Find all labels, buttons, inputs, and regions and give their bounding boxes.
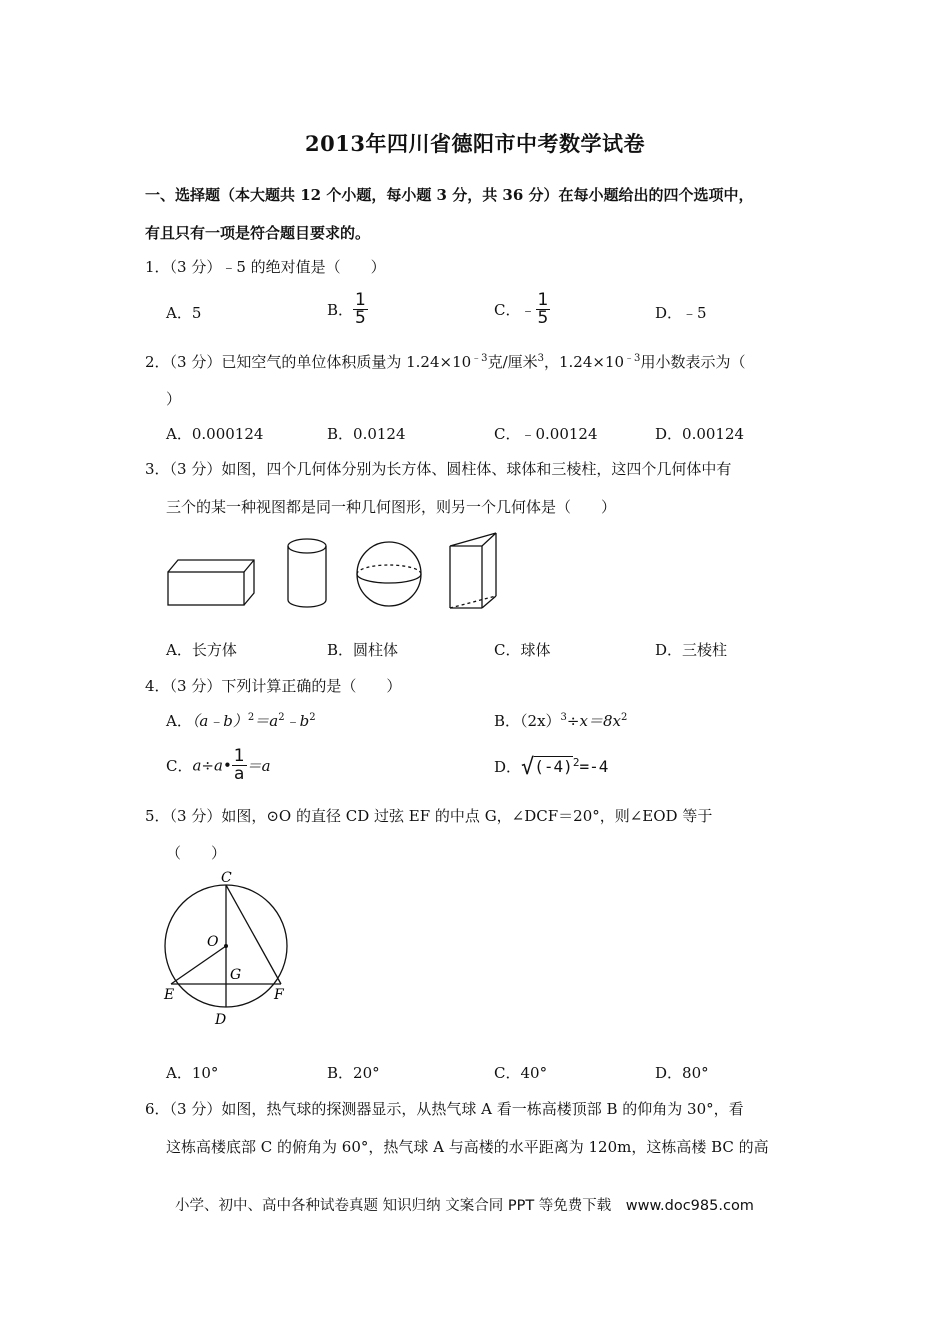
q4-a-exp1: 2	[247, 712, 255, 723]
q2-stem-part3: ，1.24×10	[544, 353, 625, 371]
q4-d-exp: 2	[572, 756, 580, 769]
q1-option-c-sign: ﹣	[520, 301, 536, 319]
question-5-stem-line1: 5．（3 分）如图，⊙O 的直径 CD 过弦 EF 的中点 G，∠DCF＝20°，则∠EOD 等于	[145, 807, 713, 825]
question-6-stem-line1: 6．（3 分）如图，热气球的探测器显示，从热气球 A 看一栋高楼顶部 B 的仰角为 30°，看	[145, 1100, 744, 1118]
q4-a-exp2: 2	[278, 712, 285, 723]
q1-option-d: D．﹣5	[655, 304, 707, 322]
point-label-f: F	[274, 987, 284, 1003]
q5-circle-figure	[158, 868, 298, 1028]
fraction-numerator: 1	[355, 290, 366, 310]
q2-stem-part4: 用小数表示为（	[640, 353, 746, 371]
sphere-figure	[357, 542, 421, 606]
q2-option-a: A．0.000124	[166, 425, 264, 443]
q2-exponent-2: 3	[537, 353, 544, 364]
triangular-prism-figure	[450, 533, 496, 608]
q4-b-exp2: 2	[620, 712, 628, 723]
fraction-numerator: 1	[537, 290, 549, 310]
q4-option-c	[166, 748, 271, 783]
q1-option-b	[327, 292, 368, 327]
q2-exponent-3: ﹣3	[624, 353, 641, 364]
q4-a-expr3: ﹣b	[284, 712, 310, 730]
q1-option-c-fraction	[536, 292, 551, 327]
q2-option-c: C．﹣0.00124	[494, 425, 598, 443]
sqrt-radical-icon: √	[521, 755, 535, 780]
question-2-stem-line2: ）	[166, 390, 182, 408]
q1-option-b-fraction	[353, 292, 368, 327]
q4-option-d	[494, 755, 608, 780]
q1-option-b-label: B．	[327, 301, 354, 319]
cylinder-figure	[288, 539, 326, 607]
q3-solids-figure	[160, 530, 510, 620]
q5-option-c: C．40°	[494, 1064, 548, 1082]
q4-a-expr2: ＝a	[254, 712, 279, 730]
section-heading-line1: 一、选择题（本大题共 12 个小题，每小题 3 分，共 36 分）在每小题给出的四个选项中，	[145, 186, 754, 204]
q3-option-a: A．长方体	[166, 641, 237, 659]
question-3-stem-line2: 三个的某一种视图都是同一种几何图形，则另一个几何体是（ ）	[166, 498, 617, 516]
q4-a-expr1: （a﹣b）	[191, 712, 248, 730]
question-3-stem-line1: 3．（3 分）如图，四个几何体分别为长方体、圆柱体、球体和三棱柱，这四个几何体中有	[145, 460, 732, 478]
point-label-o: O	[207, 934, 219, 950]
question-4-stem: 4．（3 分）下列计算正确的是（ ）	[145, 677, 402, 695]
q4-a-label: A．	[166, 712, 192, 730]
q4-c-fraction	[232, 748, 247, 783]
q4-c-expr2: ＝a	[246, 757, 271, 775]
q4-d-radicand: (-4)	[534, 757, 573, 776]
q3-option-d: D．三棱柱	[655, 641, 728, 659]
page-title: 2013年四川省德阳市中考数学试卷	[305, 131, 645, 156]
q5-option-b: B．20°	[327, 1064, 380, 1082]
q3-option-b: B．圆柱体	[327, 641, 399, 659]
fraction-numerator: 1	[233, 746, 245, 766]
fraction-denominator: 5	[537, 308, 549, 328]
q5-option-a: A．10°	[166, 1064, 219, 1082]
q2-stem-part1: 2．（3 分）已知空气的单位体积质量为 1.24×10	[145, 353, 472, 371]
fraction-denominator: 5	[355, 308, 366, 328]
fraction-denominator: a	[234, 764, 245, 784]
q4-d-result: =-4	[579, 757, 609, 776]
q4-b-expr1: （2x）	[520, 712, 561, 730]
q4-d-label: D．	[494, 758, 522, 776]
question-2-stem	[145, 351, 745, 372]
q1-option-c-label: C．	[494, 301, 521, 319]
q4-option-b	[494, 710, 627, 731]
q4-c-expr1: a÷a•	[192, 756, 232, 775]
center-point-o	[224, 944, 228, 948]
q3-option-c: C．球体	[494, 641, 551, 659]
cuboid-figure	[168, 560, 254, 605]
point-label-e: E	[164, 987, 175, 1003]
page-footer: 小学、初中、高中各种试卷真题 知识归纳 文案合同 PPT 等免费下载 www.doc985.com	[175, 1198, 754, 1214]
section-heading-line2: 有且只有一项是符合题目要求的。	[145, 224, 371, 242]
q2-option-d: D．0.00124	[655, 425, 745, 443]
q5-option-d: D．80°	[655, 1064, 709, 1082]
q4-a-exp3: 2	[309, 712, 316, 723]
segment-oe	[171, 946, 226, 984]
q2-exponent-1: ﹣3	[471, 353, 488, 364]
point-label-d: D	[215, 1012, 227, 1028]
q1-option-c	[494, 292, 550, 327]
q4-b-exp1: 3	[560, 712, 567, 723]
q4-option-a	[166, 710, 316, 731]
q2-option-b: B．0.0124	[327, 425, 406, 443]
point-label-c: C	[221, 870, 232, 886]
q4-c-label: C．	[166, 757, 193, 775]
q1-option-a: A．5	[166, 304, 202, 322]
question-5-stem-line2: （ ）	[166, 844, 227, 862]
q2-stem-part2: 克/厘米	[487, 353, 538, 371]
question-6-stem-line2: 这栋高楼底部 C 的俯角为 60°，热气球 A 与高楼的水平距离为 120m，这栋高楼 BC 的高	[166, 1138, 769, 1156]
q4-b-label: B．	[494, 712, 521, 730]
q4-b-expr2: ÷x＝8x	[566, 712, 621, 730]
question-1-stem: 1．（3 分）﹣5 的绝对值是（ ）	[145, 258, 386, 276]
point-label-g: G	[230, 967, 242, 983]
